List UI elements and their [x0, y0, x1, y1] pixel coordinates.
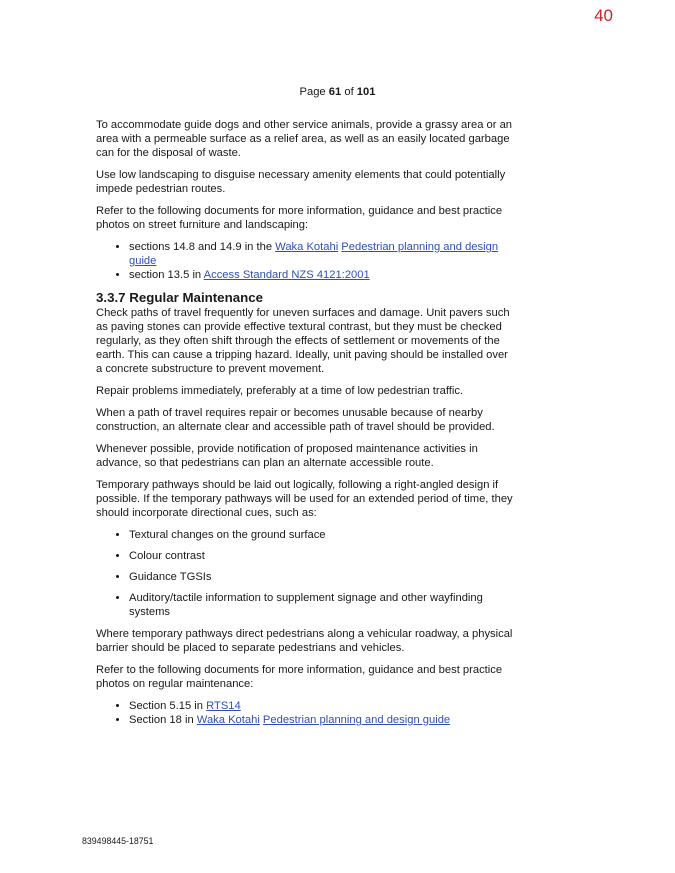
total-page-number: 101	[356, 86, 376, 98]
page-of-label: of	[344, 86, 354, 98]
references-list-maintenance	[96, 699, 516, 727]
list-item	[129, 713, 516, 727]
list-item-text: Section 18 in	[129, 714, 194, 726]
page-header	[0, 85, 675, 99]
paragraph-repair-problems: Repair problems immediately, preferably at a time of low pedestrian traffic.	[96, 385, 464, 397]
paragraph-refer-maintenance: Refer to the following documents for more information, guidance and best practice photos on regular maintenance:	[96, 664, 503, 690]
list-item: • Auditory/tactile information to supplement signage and other wayfinding systems	[129, 591, 516, 619]
list-item-text: section 13.5 in	[129, 269, 202, 281]
list-item: • Guidance TGSIs	[129, 570, 516, 584]
waka-kotahi-link[interactable]: Waka Kotahi	[196, 714, 260, 726]
list-item	[129, 699, 516, 713]
paragraph-temporary-pathways: Temporary pathways should be laid out logically, following a right-angled design if possible. If the temporary pathways will be used for an extended period of time, they should incorporate directional cues, such as:	[96, 479, 513, 519]
pedestrian-planning-guide-link[interactable]: Pedestrian planning and design guide	[262, 714, 451, 726]
list-item: • Textural changes on the ground surface	[129, 528, 516, 542]
list-item	[129, 268, 516, 282]
list-item-text: Section 5.15 in	[129, 700, 204, 712]
paragraph-low-landscaping: Use low landscaping to disguise necessary amenity elements that could potentially impede pedestrian routes.	[96, 169, 506, 195]
page-label: Page	[299, 86, 326, 98]
current-page-number: 61	[328, 86, 342, 98]
paragraph-notification: Whenever possible, provide notification of proposed maintenance activities in advance, so that pedestrians can plan an alternate accessible route.	[96, 443, 478, 469]
list-item	[129, 240, 516, 268]
paragraph-check-paths: Check paths of travel frequently for uneven surfaces and damage. Unit pavers such as paving stones can provide effective textural contrast, but they must be checked regularly, as they often shift through the effects of settlement or movements of the earth. This can cause a tripping hazard. Ideally, unit paving should be installed over a concrete substructure to prevent movement.	[96, 307, 510, 375]
paragraph-alternate-path: When a path of travel requires repair or becomes unusable because of nearby construction, an alternate clear and accessible path of travel should be provided.	[96, 407, 495, 433]
paragraph-guide-dogs: To accommodate guide dogs and other service animals, provide a grassy area or an area with a permeable surface as a relief area, as well as an easily located garbage can for the disposal of waste.	[96, 119, 513, 159]
list-item-text: sections 14.8 and 14.9 in the	[129, 241, 273, 253]
paragraph-physical-barrier: Where temporary pathways direct pedestrians along a vehicular roadway, a physical barrier should be placed to separate pedestrians and vehicles.	[96, 628, 513, 654]
access-standard-link[interactable]: Access Standard NZS 4121:2001	[203, 269, 370, 281]
document-id: 839498445-18751	[82, 836, 154, 846]
directional-cues-list	[96, 528, 516, 619]
page-stamp-number: 40	[594, 6, 613, 25]
rts14-link[interactable]: RTS14	[206, 700, 241, 712]
list-item: • Colour contrast	[129, 549, 516, 563]
references-list-street-furniture	[96, 240, 516, 282]
waka-kotahi-link[interactable]: Waka Kotahi	[275, 241, 339, 253]
section-heading: 3.3.7 Regular Maintenance	[96, 290, 264, 305]
paragraph-refer-street-furniture: Refer to the following documents for more information, guidance and best practice photos on street furniture and landscaping:	[96, 205, 503, 231]
pedestrian-planning-guide-link[interactable]: Pedestrian planning and design guide	[129, 241, 499, 267]
document-body	[96, 118, 516, 735]
